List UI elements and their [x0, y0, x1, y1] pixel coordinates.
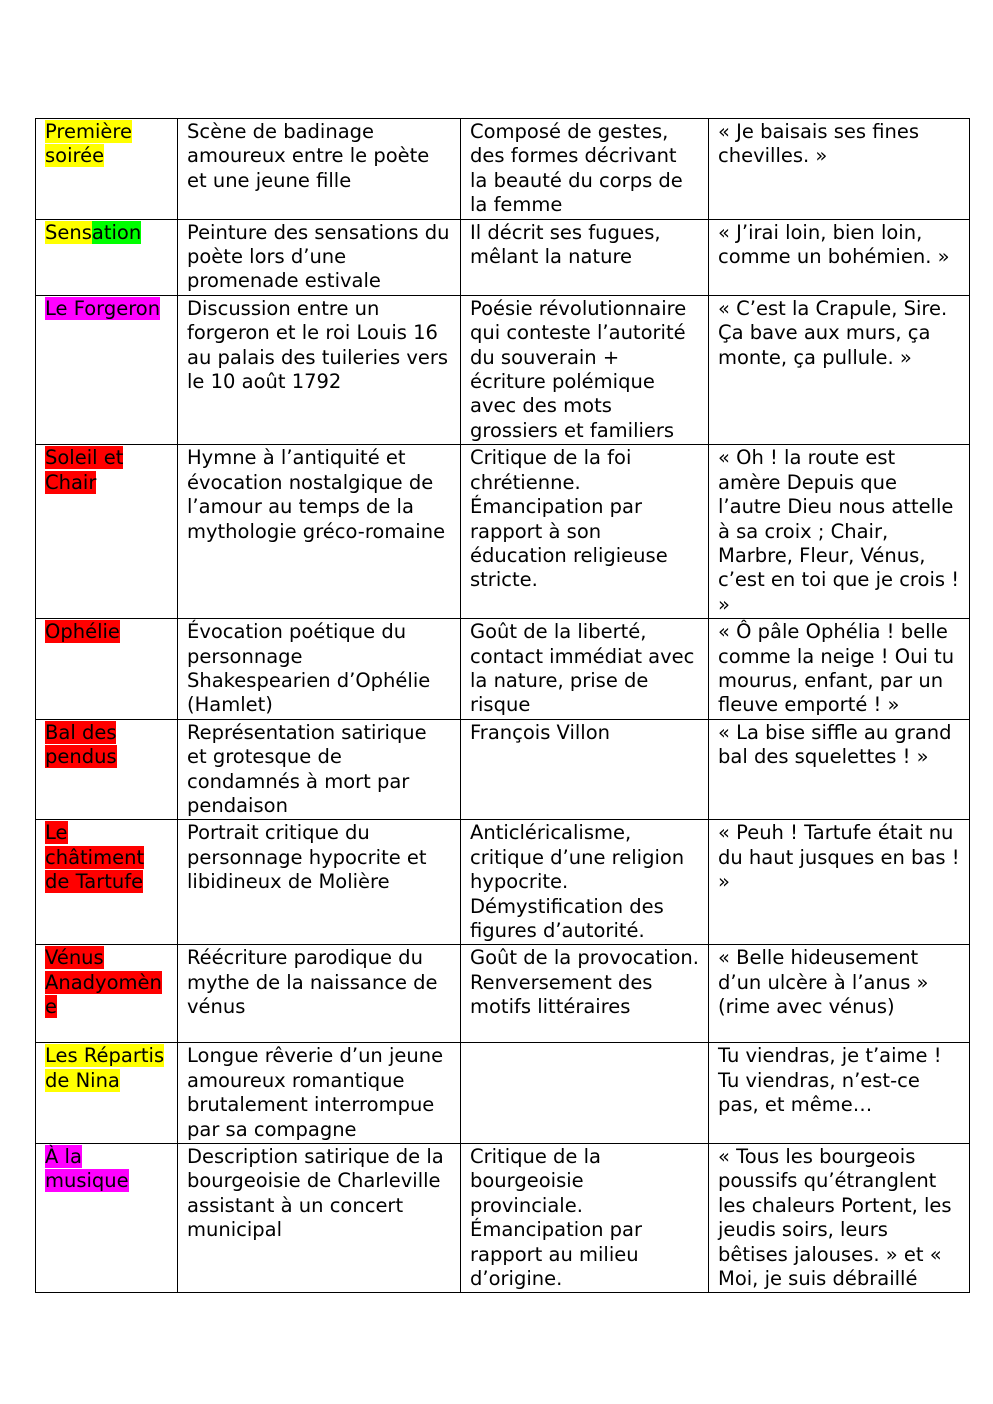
subject-cell: Discussion entre un forgeron et le roi Louis 16 au palais des tuileries vers le 10 août 1792 — [178, 295, 461, 444]
poem-title: Vénus Anadyomène — [45, 946, 162, 1019]
subject-cell: Scène de badinage amoureux entre le poète et une jeune fille — [178, 119, 461, 220]
table-row — [36, 1043, 970, 1144]
quote-cell: « Je baisais ses fines chevilles. » — [709, 119, 970, 220]
poem-title-cell — [36, 820, 178, 945]
poem-title-cell — [36, 1144, 178, 1293]
subject-cell: Réécriture parodique du mythe de la naissance de vénus — [178, 945, 461, 1043]
quote-cell: « C’est la Crapule, Sire. Ça bave aux murs, ça monte, ça pullule. » — [709, 295, 970, 444]
theme-cell: Poésie révolutionnaire qui conteste l’autorité du souverain + écriture polémique avec des mots grossiers et familiers — [461, 295, 709, 444]
table-row — [36, 719, 970, 820]
quote-cell: « Tous les bourgeois poussifs qu’étranglent les chaleurs Portent, les jeudis soirs, leurs bêtises jalouses. » et « Moi, je suis débraillé — [709, 1144, 970, 1293]
poem-title-cell — [36, 295, 178, 444]
quote-cell: « J’irai loin, bien loin, comme un bohémien. » — [709, 219, 970, 295]
table-row — [36, 820, 970, 945]
poem-title: Bal des pendus — [45, 720, 117, 769]
table-row — [36, 619, 970, 720]
poem-title: Le Forgeron — [45, 296, 161, 320]
poem-title: Première soirée — [45, 120, 132, 168]
subject-cell: Hymne à l’antiquité et évocation nostalgique de l’amour au temps de la mythologie gréco-romaine — [178, 445, 461, 619]
poem-title-cell — [36, 719, 178, 820]
poem-title: Ophélie — [45, 620, 120, 644]
poems-table — [35, 118, 970, 1293]
quote-cell: « Belle hideusement d’un ulcère à l’anus » (rime avec vénus) — [709, 945, 970, 1043]
quote-cell: Tu viendras, je t’aime ! Tu viendras, n’est-ce pas, et même… — [709, 1043, 970, 1144]
poem-title-cell — [36, 1043, 178, 1144]
poem-title: À la musique — [45, 1145, 129, 1193]
subject-cell: Représentation satirique et grotesque de condamnés à mort par pendaison — [178, 719, 461, 820]
theme-cell: Critique de la bourgeoisie provinciale. Émancipation par rapport au milieu d’origine. — [461, 1144, 709, 1293]
quote-cell: « Ô pâle Ophélia ! belle comme la neige ! Oui tu mourus, enfant, par un fleuve emporté ! » — [709, 619, 970, 720]
quote-cell: « Oh ! la route est amère Depuis que l’autre Dieu nous attelle à sa croix ; Chair, Marbre, Fleur, Vénus, c’est en toi que je crois ! » — [709, 445, 970, 619]
quote-cell: « Peuh ! Tartufe était nu du haut jusques en bas ! » — [709, 820, 970, 945]
poem-title-cell — [36, 945, 178, 1043]
poem-title-part: ation — [91, 220, 142, 244]
poem-title: Le châtiment de Tartufe — [45, 821, 145, 894]
subject-cell: Peinture des sensations du poète lors d’une promenade estivale — [178, 219, 461, 295]
quote-cell: « La bise siffle au grand bal des squelettes ! » — [709, 719, 970, 820]
table-row — [36, 295, 970, 444]
subject-cell: Portrait critique du personnage hypocrite et libidineux de Molière — [178, 820, 461, 945]
subject-cell: Évocation poétique du personnage Shakespearien d’Ophélie (Hamlet) — [178, 619, 461, 720]
theme-cell: François Villon — [461, 719, 709, 820]
poem-title-part: Sens — [45, 220, 92, 244]
subject-cell: Description satirique de la bourgeoisie de Charleville assistant à un concert municipal — [178, 1144, 461, 1293]
poem-title-cell — [36, 619, 178, 720]
theme-cell: Composé de gestes, des formes décrivant la beauté du corps de la femme — [461, 119, 709, 220]
poem-title-cell — [36, 219, 178, 295]
theme-cell: Goût de la provocation. Renversement des motifs littéraires — [461, 945, 709, 1043]
poem-title: Soleil et Chair — [45, 446, 124, 494]
table-row — [36, 119, 970, 220]
theme-cell: Anticléricalisme, critique d’une religion hypocrite. Démystification des figures d’autorité. — [461, 820, 709, 945]
poem-title-cell — [36, 119, 178, 220]
theme-cell — [461, 1043, 709, 1144]
theme-cell: Critique de la foi chrétienne. Émancipation par rapport à son éducation religieuse stricte. — [461, 445, 709, 619]
poem-title-cell — [36, 445, 178, 619]
table-row — [36, 445, 970, 619]
table-row — [36, 219, 970, 295]
table-row — [36, 945, 970, 1043]
subject-cell: Longue rêverie d’un jeune amoureux romantique brutalement interrompue par sa compagne — [178, 1043, 461, 1144]
table-row — [36, 1144, 970, 1293]
theme-cell: Goût de la liberté, contact immédiat avec la nature, prise de risque — [461, 619, 709, 720]
theme-cell: Il décrit ses fugues, mêlant la nature — [461, 219, 709, 295]
poem-title: Les Répartis de Nina — [45, 1044, 165, 1092]
